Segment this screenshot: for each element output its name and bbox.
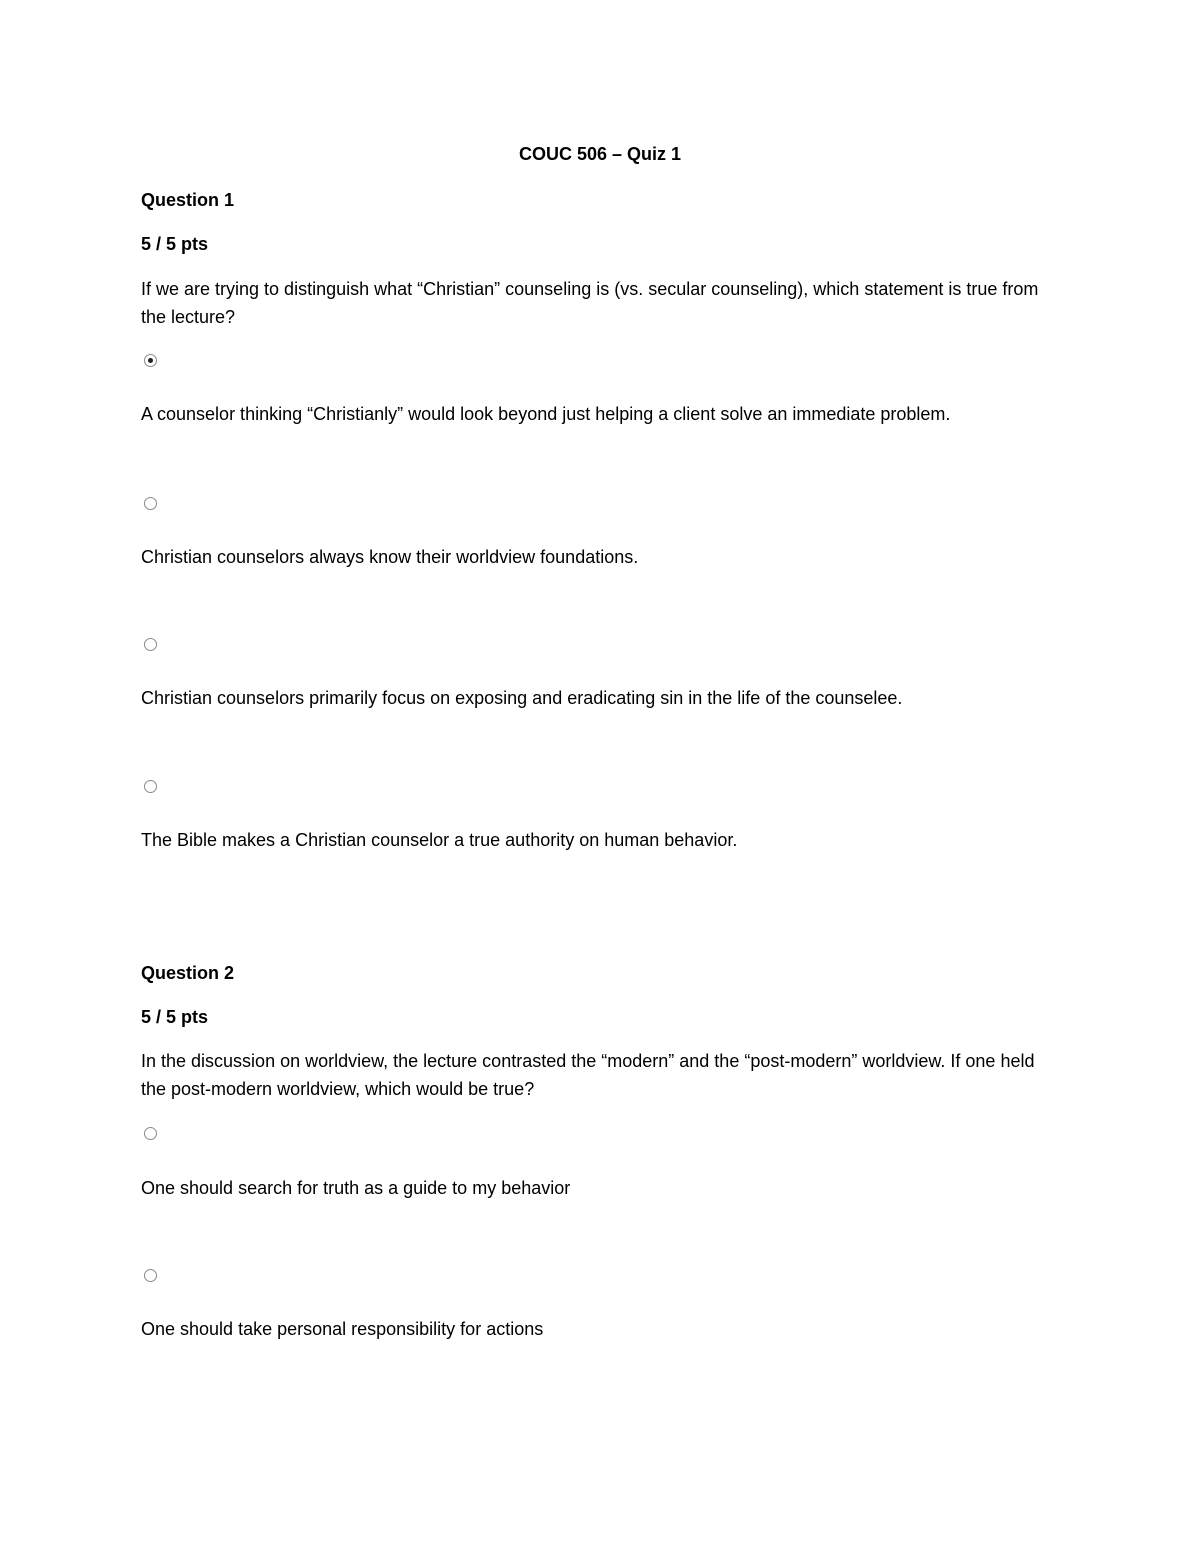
question-1-points: 5 / 5 pts — [141, 234, 209, 254]
question-1-option-3-radio-icon[interactable] — [144, 638, 157, 651]
question-1-option-3-text: Christian counselors primarily focus on exposing and eradicating sin in the life of the counselee. — [141, 688, 903, 708]
question-1-option-1-text: A counselor thinking “Christianly” would look beyond just helping a client solve an immediate problem. — [141, 404, 951, 424]
question-2-option-1-text: One should search for truth as a guide to my behavior — [141, 1178, 571, 1198]
question-2-option-2-radio-icon[interactable] — [144, 1269, 157, 1282]
document-title: COUC 506 – Quiz 1 — [518, 144, 682, 164]
question-1-option-2-radio-icon[interactable] — [144, 497, 157, 510]
question-2-option-2-text: One should take personal responsibility for actions — [141, 1319, 544, 1339]
question-1-heading: Question 1 — [141, 190, 235, 210]
question-2-prompt: In the discussion on worldview, the lecture contrasted the “modern” and the “post-modern” worldview. If one held the post-modern worldview, which would be true? — [141, 1051, 1035, 1099]
question-1-option-2-text: Christian counselors always know their worldview foundations. — [141, 547, 639, 567]
question-2-heading: Question 2 — [141, 963, 235, 983]
question-1-prompt: If we are trying to distinguish what “Christian” counseling is (vs. secular counseling), which statement is true from the lecture? — [141, 279, 1039, 327]
question-2-points: 5 / 5 pts — [141, 1007, 209, 1027]
question-1-option-1-radio-icon[interactable] — [144, 354, 157, 367]
question-1-option-4-text: The Bible makes a Christian counselor a true authority on human behavior. — [141, 830, 738, 850]
question-2-option-1-radio-icon[interactable] — [144, 1127, 157, 1140]
question-1-option-4-radio-icon[interactable] — [144, 780, 157, 793]
